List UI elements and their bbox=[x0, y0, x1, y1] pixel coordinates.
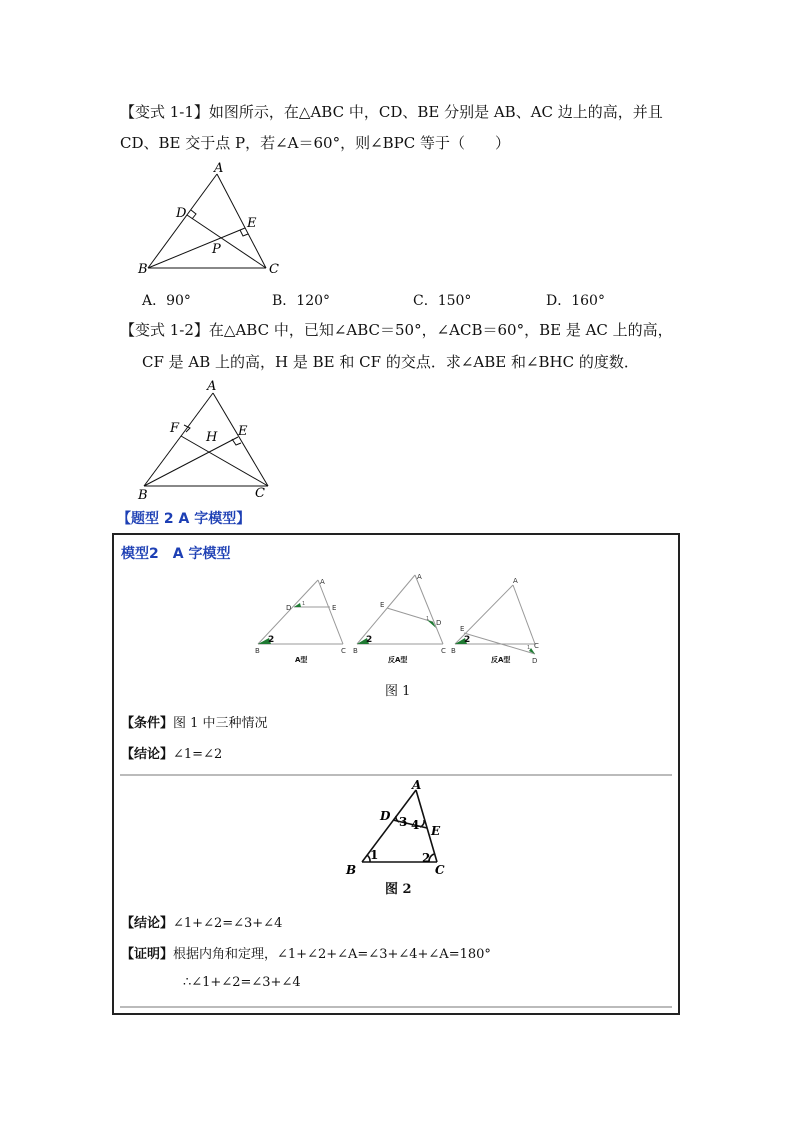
conclusion-text: ∠1=∠2 bbox=[173, 747, 223, 762]
therefore-text: ∴∠1+∠2=∠3+∠4 bbox=[183, 975, 301, 990]
fig1b-angle-1: 1 bbox=[426, 616, 430, 622]
fig2-angle-3: 3 bbox=[399, 815, 408, 829]
q2-line2: CF 是 AB 上的高，H 是 BE 和 CF 的交点．求∠ABE 和∠BHC 的度数． bbox=[142, 353, 639, 371]
fig1a-angle-2: 2 bbox=[268, 635, 275, 645]
conclusion-label: 【结论】 bbox=[121, 747, 174, 762]
fig1c-label-d: D bbox=[532, 657, 538, 665]
fig1c-angle-1: 1 bbox=[527, 645, 531, 651]
q1-label-a: A bbox=[214, 161, 224, 176]
conclusion2-row bbox=[121, 912, 282, 931]
fig1b-caption: 反A型 bbox=[388, 656, 408, 664]
fig2-label-a: A bbox=[412, 778, 422, 792]
q1-label-e: E bbox=[247, 216, 257, 231]
fig1b-angle-2: 2 bbox=[366, 635, 373, 645]
fig1a-label-a: A bbox=[320, 578, 325, 586]
divider-top bbox=[120, 774, 672, 776]
conclusion2-label: 【结论】 bbox=[121, 916, 174, 931]
model-fig1 bbox=[245, 570, 555, 670]
proof-text: 根据内角和定理，∠1+∠2+∠A=∠3+∠4+∠A=180° bbox=[173, 947, 491, 962]
fig2-angle-1: 1 bbox=[370, 848, 379, 862]
divider-bottom bbox=[120, 1006, 672, 1008]
fig1a-caption: A型 bbox=[295, 656, 308, 664]
q2-label-c: C bbox=[255, 486, 265, 501]
fig1b-label-a: A bbox=[417, 573, 422, 581]
q1-label-b: B bbox=[138, 262, 148, 277]
fig2-angle-4: 4 bbox=[411, 818, 420, 832]
q1-label-p: P bbox=[212, 242, 221, 257]
fig1c-caption: 反A型 bbox=[491, 656, 511, 664]
fig2-label-b: B bbox=[346, 863, 357, 877]
section-title: 【题型 2 A 字模型】 bbox=[117, 511, 251, 527]
conclusion2-text: ∠1+∠2=∠3+∠4 bbox=[173, 916, 283, 931]
q1-line1: 【变式 1-1】如图所示，在△ABC 中，CD、BE 分别是 AB、AC 边上的高，并且 bbox=[120, 103, 663, 121]
condition-row bbox=[121, 712, 268, 731]
proof-label: 【证明】 bbox=[121, 947, 174, 962]
fig1b-label-b: B bbox=[353, 647, 358, 655]
fig1a-angle-1: 1 bbox=[302, 601, 306, 607]
fig1b-label-c: C bbox=[441, 647, 446, 655]
condition-text: 图 1 中三种情况 bbox=[173, 716, 268, 731]
model-title: 模型2 A 字模型 bbox=[121, 546, 231, 562]
fig2-label-c: C bbox=[435, 863, 445, 877]
q2-line1: 【变式 1-2】在△ABC 中，已知∠ABC＝50°，∠ACB＝60°，BE 是 AC 上的高， bbox=[120, 321, 673, 339]
fig1b-label-e: E bbox=[380, 601, 385, 609]
q1-option-d: D．160° bbox=[546, 293, 605, 309]
q2-label-f: F bbox=[170, 421, 180, 436]
fig1a-label-b: B bbox=[255, 647, 260, 655]
q2-label-e: E bbox=[238, 424, 248, 439]
q1-label-d: D bbox=[176, 206, 187, 221]
fig1b-label-d: D bbox=[436, 619, 442, 627]
fig2-angle-2: 2 bbox=[422, 851, 431, 865]
fig1c-label-a: A bbox=[513, 577, 518, 585]
q1-option-c: C．150° bbox=[413, 293, 472, 309]
fig2-label-e: E bbox=[431, 824, 441, 838]
q1-option-b: B．120° bbox=[272, 293, 331, 309]
fig1c-label-c: C bbox=[534, 642, 539, 650]
fig1c-angle-2: 2 bbox=[464, 635, 471, 645]
q2-altitude-be bbox=[144, 437, 238, 486]
fig1a-label-e: E bbox=[332, 604, 337, 612]
fig1a-label-c: C bbox=[341, 647, 346, 655]
q1-label-c: C bbox=[269, 262, 279, 277]
fig2-label-d: D bbox=[380, 809, 391, 823]
fig1a-label-d: D bbox=[286, 604, 292, 612]
proof-row bbox=[121, 943, 491, 962]
fig1c-label-e: E bbox=[460, 625, 465, 633]
fig1c-label-b: B bbox=[451, 647, 456, 655]
q1-line2: CD、BE 交于点 P，若∠A＝60°，则∠BPC 等于（ ） bbox=[120, 134, 511, 152]
q2-figure bbox=[130, 375, 290, 503]
fig1-caption: 图 1 bbox=[385, 684, 411, 699]
model-fig2 bbox=[340, 778, 460, 878]
q2-label-a: A bbox=[207, 379, 217, 394]
q1-option-a: A．90° bbox=[142, 293, 191, 309]
q1-figure bbox=[130, 160, 290, 285]
condition-label: 【条件】 bbox=[121, 716, 174, 731]
q2-label-h: H bbox=[206, 430, 218, 445]
fig2-caption: 图 2 bbox=[385, 882, 412, 897]
conclusion-row bbox=[121, 743, 222, 762]
q2-label-b: B bbox=[138, 488, 148, 503]
